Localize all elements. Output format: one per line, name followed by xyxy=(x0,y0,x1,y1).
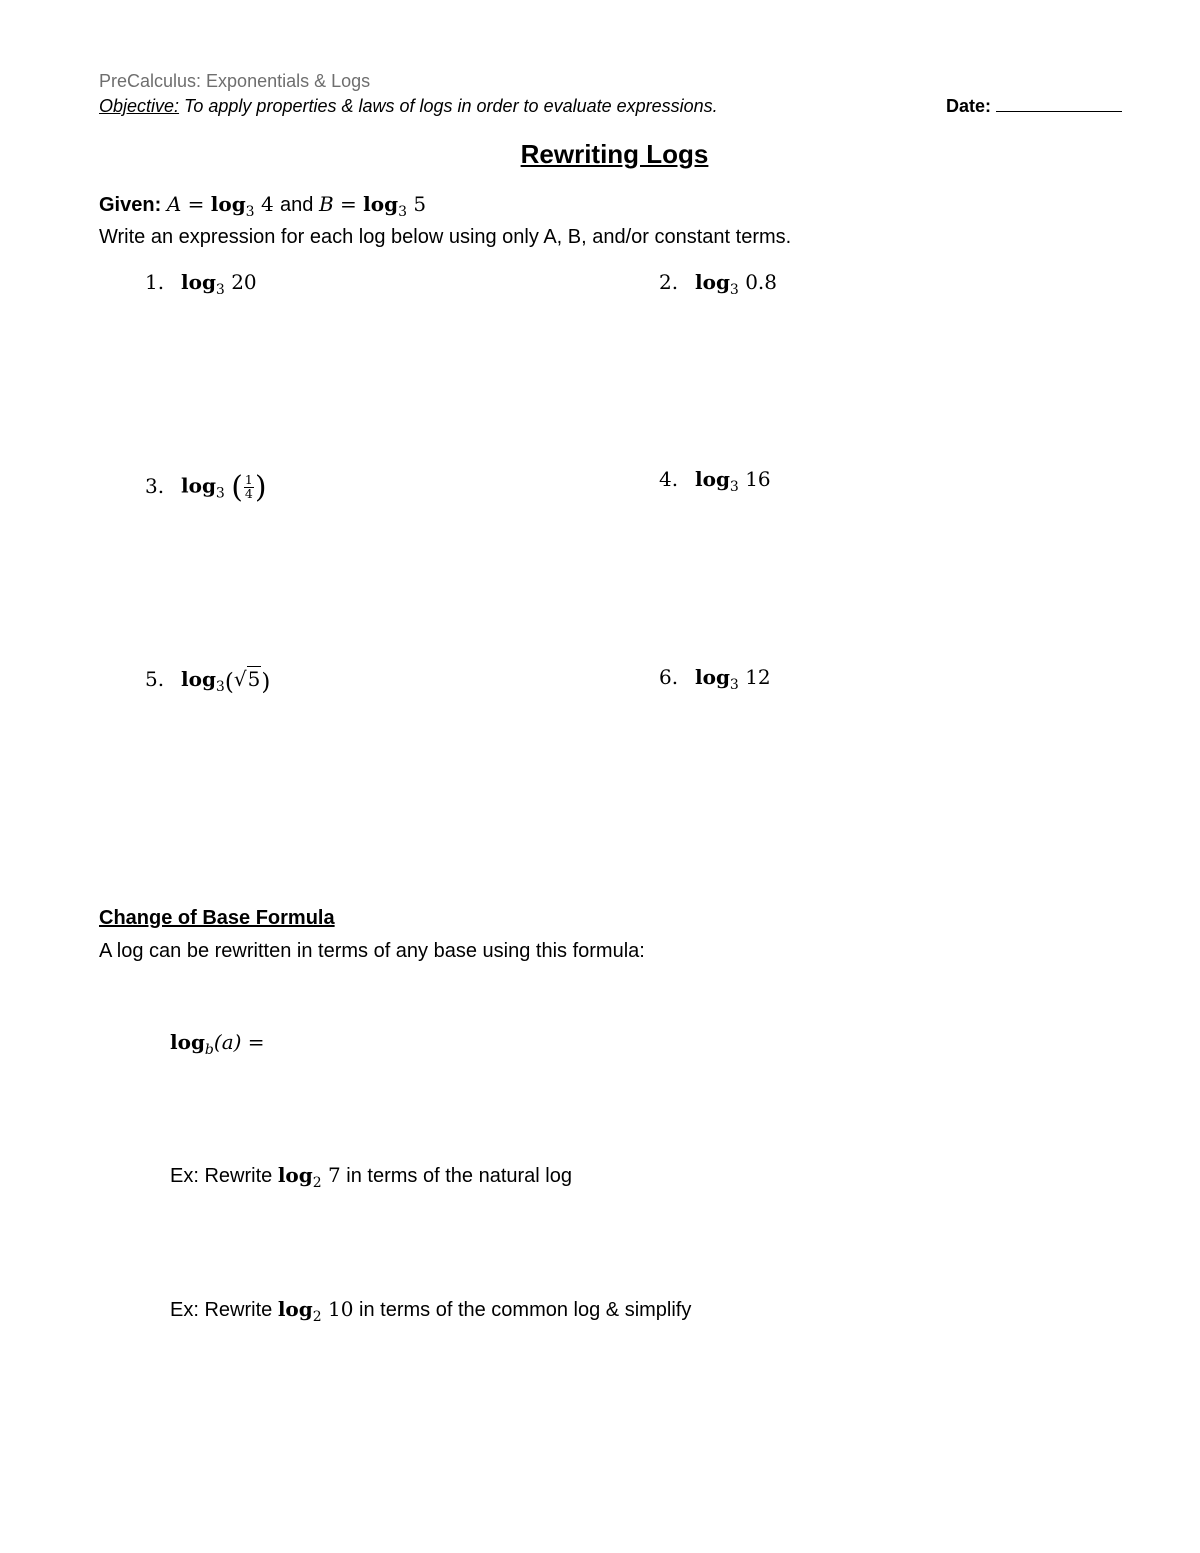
log-word: log xyxy=(277,1297,313,1321)
example-prefix: Ex: Rewrite xyxy=(170,1299,278,1321)
example-2 xyxy=(170,1297,692,1325)
example-log xyxy=(277,1297,354,1325)
log-arg: (a) xyxy=(213,1030,242,1054)
log-word: log xyxy=(210,192,246,216)
example-prefix: Ex: Rewrite xyxy=(170,1165,278,1187)
problem-number: 1. xyxy=(145,270,165,294)
example-suffix: in terms of the natural log xyxy=(340,1165,572,1187)
problem-2 xyxy=(659,270,778,298)
log-arg: 12 xyxy=(745,665,771,689)
fraction xyxy=(244,474,254,500)
problem-3 xyxy=(145,470,267,505)
close-paren: ) xyxy=(261,669,271,696)
given-b-expression xyxy=(318,192,427,220)
problem-6 xyxy=(659,665,771,693)
section-description: A log can be rewritten in terms of any base using this formula: xyxy=(99,940,645,962)
log-base: 3 xyxy=(729,676,739,693)
log-base: 3 xyxy=(398,203,408,220)
instructions: Write an expression for each log below using only A, B, and/or constant terms. xyxy=(99,226,792,248)
problem-number: 6. xyxy=(659,665,679,689)
log-arg: 10 xyxy=(321,1297,354,1321)
problem-5 xyxy=(145,667,270,695)
log-word: log xyxy=(277,1163,313,1187)
example-log xyxy=(277,1163,341,1191)
close-paren: ) xyxy=(254,470,267,505)
date-label: Date: xyxy=(946,96,992,116)
given-line xyxy=(99,192,427,220)
section-heading: Change of Base Formula xyxy=(99,907,335,929)
log-arg: 4 xyxy=(260,192,274,216)
objective-text: To apply properties & laws of logs in order to evaluate expressions. xyxy=(179,96,718,116)
log-word: log xyxy=(181,473,216,498)
problem-1 xyxy=(145,270,257,298)
change-of-base-formula xyxy=(170,1030,265,1058)
open-paren: ( xyxy=(224,669,234,696)
log-base: 3 xyxy=(245,203,255,220)
log-base: 2 xyxy=(312,1308,322,1325)
log-word: log xyxy=(695,665,730,689)
log-word: log xyxy=(695,270,730,294)
log-arg: 5 xyxy=(413,192,427,216)
log-base: 2 xyxy=(312,1174,322,1191)
radicand: 5 xyxy=(247,667,261,691)
numerator: 1 xyxy=(244,472,253,488)
equals-sign: = xyxy=(187,192,205,216)
page-title: Rewriting Logs xyxy=(520,139,709,169)
objective-line xyxy=(99,96,718,117)
log-base: 3 xyxy=(729,281,739,298)
problem-number: 4. xyxy=(659,467,679,491)
log-arg: 7 xyxy=(321,1163,341,1187)
log-word: log xyxy=(181,270,216,294)
var-a: A xyxy=(166,192,182,216)
problem-number: 2. xyxy=(659,270,679,294)
example-suffix: in terms of the common log & simplify xyxy=(353,1299,692,1321)
log-base: 3 xyxy=(729,478,739,495)
denominator: 4 xyxy=(244,485,253,501)
log-word: log xyxy=(181,667,216,691)
given-a-expression xyxy=(166,192,280,220)
equals-sign: = xyxy=(247,1030,265,1054)
log-word: log xyxy=(170,1030,205,1054)
log-base: 3 xyxy=(215,485,225,502)
log-base: 3 xyxy=(215,678,225,695)
log-arg: 20 xyxy=(231,270,257,294)
log-arg: 0.8 xyxy=(745,270,778,294)
date-blank xyxy=(996,96,1122,112)
problem-number: 3. xyxy=(145,473,165,498)
example-1 xyxy=(170,1163,572,1191)
open-paren: ( xyxy=(231,470,243,505)
log-arg: 16 xyxy=(745,467,771,491)
date-field xyxy=(946,96,1122,117)
problem-number: 5. xyxy=(145,667,165,691)
log-base: b xyxy=(204,1041,214,1058)
log-word: log xyxy=(695,467,730,491)
conjunction: and xyxy=(280,194,314,216)
course-title: PreCalculus: Exponentials & Logs xyxy=(99,71,371,91)
var-b: B xyxy=(318,192,334,216)
equals-sign: = xyxy=(340,192,357,216)
log-word: log xyxy=(363,192,399,216)
given-label: Given: xyxy=(99,194,162,216)
log-base: 3 xyxy=(215,281,225,298)
objective-label: Objective: xyxy=(99,96,180,116)
sqrt-sign: √ xyxy=(233,667,247,691)
problem-4 xyxy=(659,467,771,495)
